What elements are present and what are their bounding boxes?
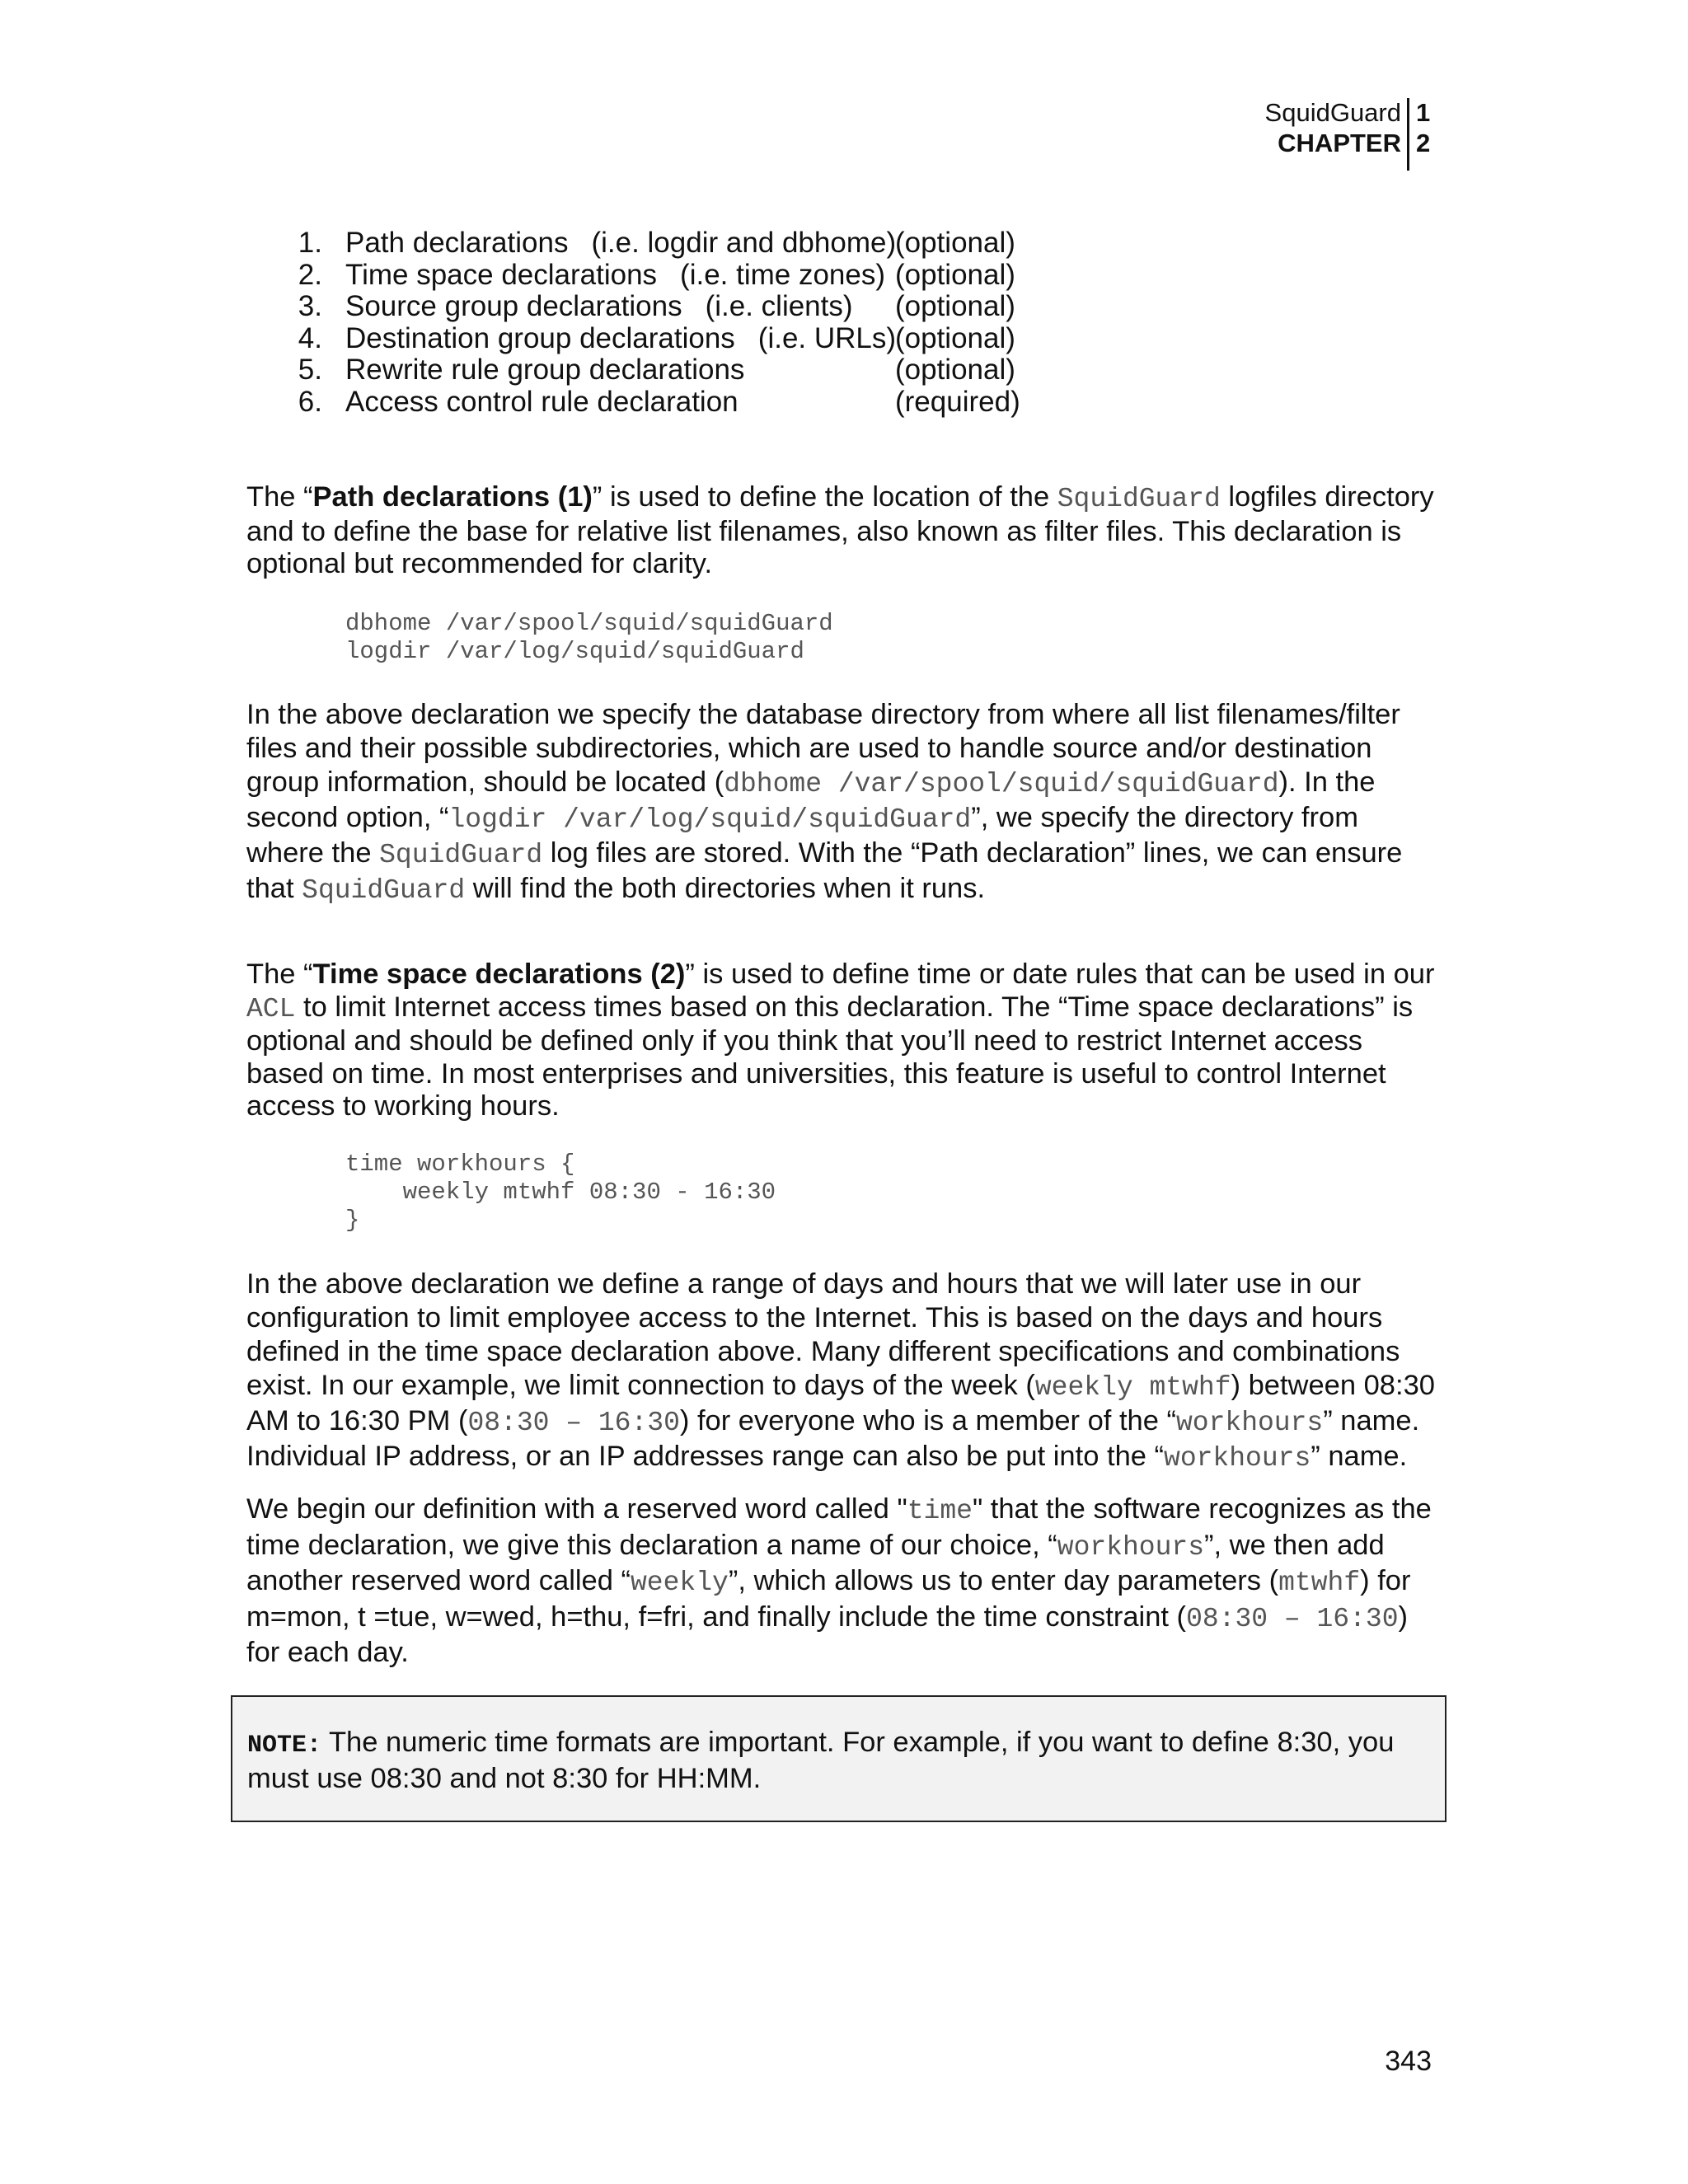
path-declarations-heading: Path declarations (1)	[312, 481, 593, 513]
list-item-number: 5.	[298, 354, 322, 387]
note-box	[231, 1695, 1447, 1822]
time-definition-paragraph: We begin our definition with a reserved word called "time" that the software recognizes as the time declaration, we give this declaration a name of our choice, “workhours”, we then add another reserved word called “weekly”, which allows us to enter day parameters (mtwhf) for m=mon, t =tue, w=wed, h=thu, f=fri, and finally include the time constraint (08:30 – 16:30) for each day.	[246, 1493, 1432, 1668]
list-item-text: Rewrite rule group declarations	[345, 354, 745, 387]
path-explanation-paragraph: In the above declaration we specify the database directory from where all list filenames/filter files and their possible subdirectories, which are used to handle source and/or destination group information, should be located (dbhome /var/spool/squid/squidGuard). In the second option, “logdir /var/log/squid/squidGuard”, we specify the directory from where the SquidGuard log files are stored. With the “Path declaration” lines, we can ensure that SquidGuard will find the both directories when it runs.	[246, 699, 1403, 906]
list-item-text: Source group declarations (i.e. clients)	[345, 290, 853, 323]
time-intro-paragraph: The “Time space declarations (2)” is used to define time or date rules that can be used in our ACL to limit Internet access times based on this declaration. The “Time space declarations” is optional and should be defined only if you think that you’ll need to restrict Internet access based on time. In most enterprises and universities, this feature is useful to control Internet access to working hours.	[246, 958, 1435, 1122]
header-divider	[1407, 98, 1409, 171]
list-item-text: Path declarations (i.e. logdir and dbhome)	[345, 227, 897, 259]
chapter-digit-2: 2	[1416, 129, 1431, 157]
time-explanation-paragraph: In the above declaration we define a range of days and hours that we will later use in our configuration to limit employee access to the Internet. This is based on the days and hours defined in the time space declaration above. Many different specifications and combinations exist. In our example, we limit connection to days of the week (weekly mtwhf) between 08:30 AM to 16:30 PM (08:30 – 16:30) for everyone who is a member of the “workhours” name. Individual IP address, or an IP addresses range can also be put into the “workhours” name.	[246, 1268, 1435, 1474]
list-item-text: Time space declarations (i.e. time zones)	[345, 258, 886, 291]
list-item-status: (optional)	[895, 321, 1015, 354]
header-chapter-number	[1416, 97, 1430, 158]
chapter-digit-1: 1	[1416, 98, 1431, 127]
running-header	[1265, 97, 1401, 158]
list-item-number: 6.	[298, 385, 322, 418]
list-item-status: (optional)	[895, 354, 1015, 387]
list-item-example: (i.e. time zones)	[680, 258, 886, 291]
list-item-status: (optional)	[895, 227, 1015, 259]
page-number: 343	[1385, 2046, 1432, 2077]
inline-code: SquidGuard	[1057, 484, 1221, 514]
list-item-example: (i.e. logdir and dbhome)	[591, 227, 897, 259]
list-item-number: 1.	[298, 227, 322, 259]
list-item-example: (i.e. clients)	[705, 290, 853, 323]
header-title: SquidGuard	[1264, 98, 1401, 127]
time-declarations-heading: Time space declarations (2)	[312, 958, 686, 990]
list-item-text: Access control rule declaration	[345, 385, 738, 418]
list-item-status: (optional)	[895, 290, 1015, 323]
header-chapter-label: CHAPTER	[1278, 129, 1401, 157]
list-item-text: Destination group declarations (i.e. URLs)	[345, 321, 897, 354]
note-label: NOTE:	[247, 1732, 322, 1760]
list-item-number: 4.	[298, 321, 322, 354]
note-text: NOTE: The numeric time formats are important. For example, if you want to define 8:30, you must use 08:30 and not 8:30 for HH:MM.	[247, 1727, 1395, 1794]
list-item-status: (optional)	[895, 258, 1015, 291]
path-code-block: dbhome /var/spool/squid/squidGuard logdir /var/log/squid/squidGuard	[345, 610, 833, 665]
path-intro-paragraph: The “Path declarations (1)” is used to define the location of the SquidGuard logfiles directory and to define the base for relative list filenames, also known as filter files. This declaration is optional but recommended for clarity.	[246, 481, 1434, 580]
list-item-number: 2.	[298, 258, 322, 291]
list-item-number: 3.	[298, 290, 322, 323]
list-item-status: (required)	[895, 385, 1020, 418]
list-item-example: (i.e. URLs)	[757, 321, 897, 354]
time-code-block: time workhours { weekly mtwhf 08:30 - 16:30 }	[345, 1151, 776, 1234]
